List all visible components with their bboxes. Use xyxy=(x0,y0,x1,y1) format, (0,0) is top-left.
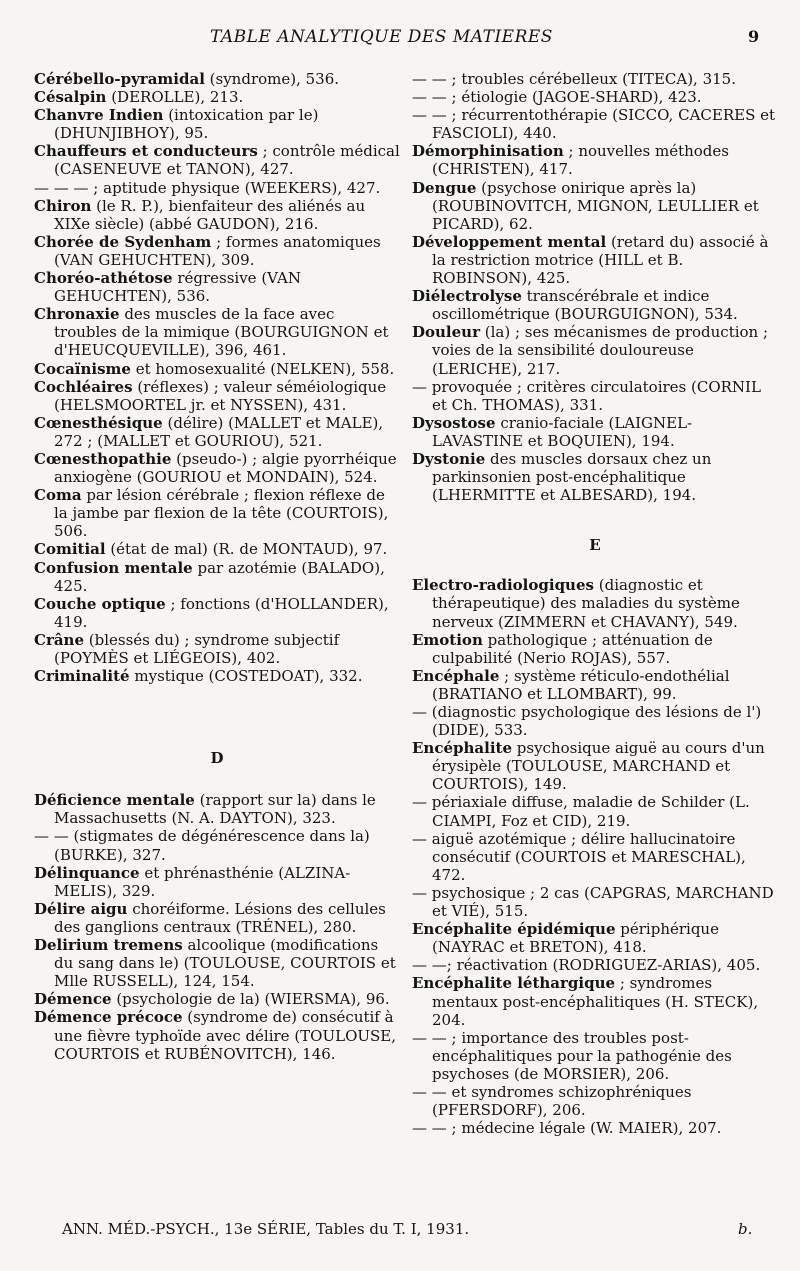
journal-citation: ANN. MÉD.-PSYCH., 13e SÉRIE, Tables du T. I, 1931. xyxy=(62,1220,470,1238)
index-entry xyxy=(412,233,778,287)
entry-heading: Dengue xyxy=(412,178,477,197)
entry-text: (syndrome de) consécutif à une fièvre typhoïde avec délire (TOULOUSE, COURTOIS et RUBÉNOVITCH), 146. xyxy=(54,1008,397,1063)
entry-heading: Chauffeurs et conducteurs xyxy=(34,142,258,161)
entry-text: régressive (VAN GEHUCHTEN), 536. xyxy=(54,269,301,306)
index-entry xyxy=(34,142,400,178)
index-entry xyxy=(34,106,400,142)
index-entry xyxy=(34,305,400,359)
entry-heading: Cœnesthésique xyxy=(34,413,163,432)
entry-text: (DEROLLE), 213. xyxy=(106,88,244,107)
index-entry xyxy=(34,70,400,88)
index-entry xyxy=(412,1083,778,1119)
index-entry xyxy=(412,920,778,956)
index-entry xyxy=(34,936,400,990)
index-entry xyxy=(34,900,400,936)
index-entry xyxy=(34,631,400,667)
index-entry xyxy=(34,378,400,414)
entry-text: (psychose onirique après la) (ROUBINOVITCH, MIGNON, LEULLIER et PICARD), 62. xyxy=(432,178,759,233)
entry-heading: Diélectrolyse xyxy=(412,287,522,306)
entry-heading: Confusion mentale xyxy=(34,558,193,577)
entry-heading: Cochléaires xyxy=(34,377,133,396)
index-entry xyxy=(412,1119,778,1137)
index-entry xyxy=(412,884,778,920)
index-entry xyxy=(34,269,400,305)
entry-text: transcérébrale et indice oscillométrique (BOURGUIGNON), 534. xyxy=(432,287,738,324)
right-entries-e xyxy=(412,576,778,1137)
index-entry xyxy=(34,197,400,233)
entry-heading: Délire aigu xyxy=(34,899,128,918)
entry-text: (diagnostic et thérapeutique) des maladies du système nerveux (ZIMMERN et CHAVANY), 549. xyxy=(432,576,740,631)
index-entry xyxy=(412,287,778,323)
entry-heading: Cœnesthopathie xyxy=(34,449,172,468)
entry-heading: Délinquance xyxy=(34,863,140,882)
entry-heading: Encéphale xyxy=(412,666,500,685)
index-entry xyxy=(34,1008,400,1062)
entry-heading: Encéphalite léthargique xyxy=(412,974,616,993)
entry-heading: Développement mental xyxy=(412,232,607,251)
entry-heading: Electro-radiologiques xyxy=(412,576,594,595)
entry-heading: Couche optique xyxy=(34,594,166,613)
right-entries-d xyxy=(412,70,778,504)
entry-text: — — ; étiologie (JAGOE-SHARD), 423. xyxy=(412,88,702,107)
index-entry xyxy=(412,793,778,829)
index-entry xyxy=(34,414,400,450)
page-title: TABLE ANALYTIQUE DES MATIERES xyxy=(210,27,553,47)
entry-heading: Criminalité xyxy=(34,667,130,686)
left-column xyxy=(34,70,400,1063)
entry-text: — — (stigmates de dégénérescence dans la) (BURKE), 327. xyxy=(34,827,370,864)
entry-heading: Dystonie xyxy=(412,449,486,468)
index-entry xyxy=(34,360,400,378)
page-footer xyxy=(62,1220,762,1238)
entry-heading: Cérébello-pyramidal xyxy=(34,70,205,88)
entry-text: et phrénasthénie (ALZINA-MELIS), 329. xyxy=(54,863,351,900)
entry-heading: Crâne xyxy=(34,630,85,649)
index-entry xyxy=(412,414,778,450)
entry-heading: Delirium tremens xyxy=(34,936,183,955)
section-letter-e: E xyxy=(589,536,601,555)
entry-text: — — — ; aptitude physique (WEEKERS), 427. xyxy=(34,178,381,197)
index-entry xyxy=(412,70,778,88)
entry-text: (la) ; ses mécanismes de production ; voies de la sensibilité douloureuse (LERICHE), 217. xyxy=(432,323,769,378)
index-entry xyxy=(412,974,778,1028)
entry-heading: Chanvre Indien xyxy=(34,106,164,125)
entry-heading: Douleur xyxy=(412,323,480,342)
entry-text: (intoxication par le) (DHUNJIBHOY), 95. xyxy=(54,106,319,143)
entry-text: cranio-faciale (LAIGNEL-LAVASTINE et BOQUIEN), 194. xyxy=(432,413,693,450)
section-letter-d: D xyxy=(210,749,224,768)
entry-text: (le R. P.), bienfaiteur des aliénés au XIXe siècle) (abbé GAUDON), 216. xyxy=(54,196,366,233)
entry-heading: Choréo-athétose xyxy=(34,269,173,288)
entry-text: psychosique aiguë au cours d'un érysipèle (TOULOUSE, MARCHAND et COURTOIS), 149. xyxy=(432,739,765,794)
index-entry xyxy=(34,450,400,486)
entry-heading: Dysostose xyxy=(412,413,496,432)
page-header xyxy=(0,27,800,51)
entry-text: ; fonctions (d'HOLLANDER), 419. xyxy=(54,594,389,631)
entry-text: — périaxiale diffuse, maladie de Schilder (L. CIAMPI, Foz et CID), 219. xyxy=(412,793,750,830)
index-entry xyxy=(34,179,400,197)
entry-text: — — ; récurrentothérapie (SICCO, CACERES et FASCIOLI), 440. xyxy=(412,106,776,143)
entry-text: — psychosique ; 2 cas (CAPGRAS, MARCHAND et VIÉ), 515. xyxy=(412,883,774,921)
entry-heading: Césalpin xyxy=(34,88,107,107)
index-entry xyxy=(34,990,400,1008)
index-entry xyxy=(412,631,778,667)
index-entry xyxy=(412,323,778,377)
entry-heading: Encéphalite xyxy=(412,739,512,758)
entry-text: (syndrome), 536. xyxy=(204,70,340,88)
index-entry xyxy=(34,486,400,540)
index-entry xyxy=(34,88,400,106)
entry-text: — (diagnostic psychologique des lésions de l') (DIDE), 533. xyxy=(412,703,762,740)
index-entry xyxy=(34,827,400,863)
index-entry xyxy=(412,106,778,142)
entry-text: — provoquée ; critères circulatoires (CORNIL et Ch. THOMAS), 331. xyxy=(412,377,761,414)
index-entry xyxy=(34,540,400,558)
entry-text: des muscles dorsaux chez un parkinsonien post-encéphalitique (LHERMITTE et ALBESARD), 194. xyxy=(432,449,712,505)
entry-text: (psychologie de la) (WIERSMA), 96. xyxy=(111,990,390,1009)
index-entry xyxy=(412,378,778,414)
page-number: 9 xyxy=(748,27,760,46)
entry-text: (réflexes) ; valeur séméiologique (HELSMOORTEL jr. et NYSSEN), 431. xyxy=(54,377,387,414)
entry-text: par azotémie (BALADO), 425. xyxy=(54,558,385,595)
entry-text: (rapport sur la) dans le Massachusetts (N. A. DAYTON), 323. xyxy=(54,791,376,828)
entry-text: et homosexualité (NELKEN), 558. xyxy=(130,359,395,378)
entry-text: (blessés du) ; syndrome subjectif (POYMÈS et LIÉGEOIS), 402. xyxy=(54,630,340,667)
entry-text: ; système réticulo-endothélial (BRATIANO et LLOMBART), 99. xyxy=(432,666,730,703)
entry-text: — — ; troubles cérébelleux (TITECA), 315. xyxy=(412,70,736,88)
entry-heading: Emotion xyxy=(412,630,483,649)
signature-mark: b. xyxy=(738,1220,753,1238)
entry-text: (délire) (MALLET et MALE), 272 ; (MALLET et GOURIOU), 521. xyxy=(54,413,384,450)
entry-text: alcoolique (modifications du sang dans le) (TOULOUSE, COURTOIS et Mlle RUSSELL), 124, 154. xyxy=(54,936,396,991)
index-entry xyxy=(34,233,400,269)
entry-heading: Démorphinisation xyxy=(412,142,564,161)
entry-text: ; contrôle médical (CASENEUVE et TANON), 427. xyxy=(54,142,400,179)
entry-text: pathologique ; atténuation de culpabilité (Nerio ROJAS), 557. xyxy=(432,630,713,667)
entry-text: par lésion cérébrale ; flexion réflexe de la jambe par flexion de la tête (COURTOIS), 506. xyxy=(54,486,389,541)
entry-text: des muscles de la face avec troubles de la mimique (BOURGUIGNON et d'HEUCQUEVILLE), 396, 461. xyxy=(54,305,389,360)
index-entry xyxy=(412,1029,778,1083)
entry-heading: Cocaïnisme xyxy=(34,359,131,378)
index-entry xyxy=(34,864,400,900)
left-entries-c xyxy=(34,70,400,685)
index-entry xyxy=(412,703,778,739)
entry-text: ; syndromes mentaux post-encéphalitiques (H. STECK), 204. xyxy=(432,974,759,1029)
entry-text: (pseudo-) ; algie pyorrhéique anxiogène (GOURIOU et MONDAIN), 524. xyxy=(54,449,397,487)
entry-text: mystique (COSTEDOAT), 332. xyxy=(129,667,363,686)
entry-heading: Comitial xyxy=(34,540,106,559)
entry-text: — — ; importance des troubles post-encéphalitiques pour la pathogénie des psychoses (de MORSIER), 206. xyxy=(412,1028,732,1083)
index-entry xyxy=(34,791,400,827)
entry-text: — —; réactivation (RODRIGUEZ-ARIAS), 405. xyxy=(412,956,761,975)
index-entry xyxy=(412,88,778,106)
index-entry xyxy=(412,142,778,178)
entry-heading: Démence précoce xyxy=(34,1008,183,1027)
entry-heading: Chronaxie xyxy=(34,305,120,324)
entry-text: ; nouvelles méthodes (CHRISTEN), 417. xyxy=(432,142,729,179)
entry-heading: Encéphalite épidémique xyxy=(412,920,616,939)
index-entry xyxy=(412,576,778,630)
entry-text: périphérique (NAYRAC et BRETON), 418. xyxy=(432,920,719,957)
entry-heading: Chorée de Sydenham xyxy=(34,232,212,251)
index-entry xyxy=(34,667,400,685)
entry-heading: Déficience mentale xyxy=(34,791,195,810)
entry-heading: Coma xyxy=(34,486,82,505)
left-entries-d xyxy=(34,791,400,1062)
index-entry xyxy=(412,450,778,504)
entry-text: ; formes anatomiques (VAN GEHUCHTEN), 309. xyxy=(54,232,381,269)
index-entry xyxy=(412,956,778,974)
index-entry xyxy=(34,595,400,631)
entry-heading: Chiron xyxy=(34,196,92,215)
right-column xyxy=(412,70,778,1137)
entry-text: choréiforme. Lésions des cellules des ganglions centraux (TRÉNEL), 280. xyxy=(54,899,386,936)
entry-text: — — et syndromes schizophréniques (PFERSDORF), 206. xyxy=(412,1082,692,1120)
entry-heading: Démence xyxy=(34,990,112,1009)
index-entry xyxy=(412,739,778,793)
entry-text: — — ; médecine légale (W. MAIER), 207. xyxy=(412,1119,722,1138)
entry-text: (état de mal) (R. de MONTAUD), 97. xyxy=(105,540,388,559)
index-entry xyxy=(412,179,778,233)
index-entry xyxy=(412,667,778,703)
index-entry xyxy=(34,559,400,595)
entry-text: (retard du) associé à la restriction motrice (HILL et B. ROBINSON), 425. xyxy=(432,232,769,288)
index-entry xyxy=(412,830,778,884)
entry-text: — aiguë azotémique ; délire hallucinatoire consécutif (COURTOIS et MARESCHAL), 472. xyxy=(412,829,746,884)
